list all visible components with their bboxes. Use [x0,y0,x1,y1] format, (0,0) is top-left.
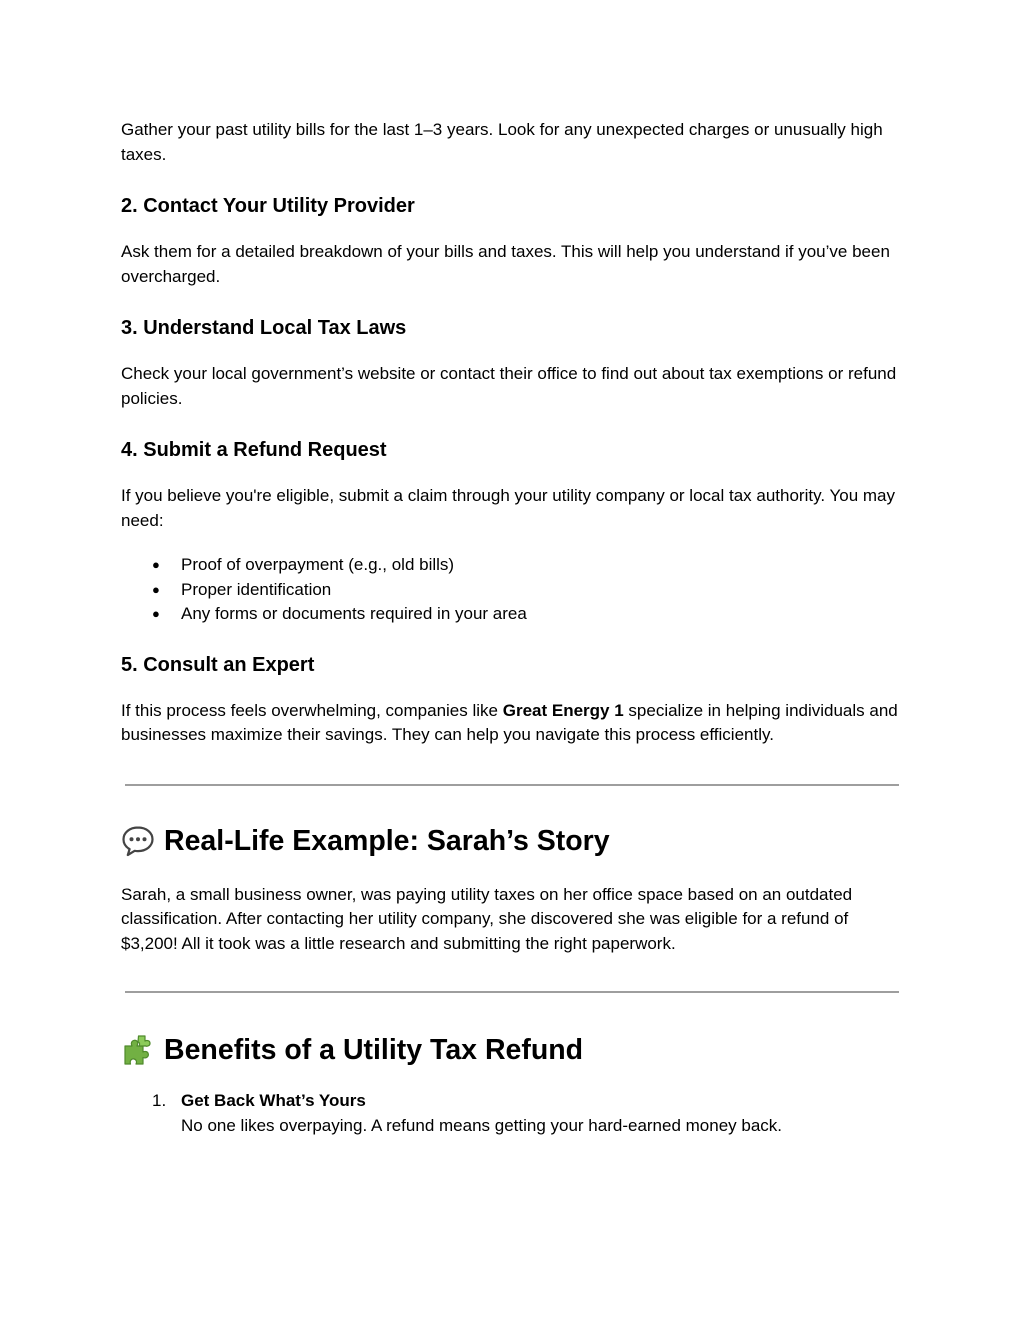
benefit-title: Get Back What’s Yours [181,1091,366,1110]
benefits-heading [121,1032,906,1068]
section-divider [125,784,899,786]
list-item-text: Proof of overpayment (e.g., old bills) [181,555,455,574]
example-body: Sarah, a small business owner, was paying utility taxes on her office space based on an outdated classification. After contacting her utility company, she discovered she was eligible for a refund of $3,200! All it took was a little research and submitting the right paperwork. [121,884,853,953]
benefits-list [121,1089,906,1138]
step-5-body-end: specialize in helping individuals and businesses maximize their savings. They can help you navigate this process efficiently. [121,700,898,744]
document-page [121,118,906,1138]
requirements-list [121,553,906,627]
list-item-text: Proper identification [181,579,332,599]
bullet-icon: ● [152,606,160,621]
step-5-body-start: If this process feels overwhelming, companies like [121,700,503,720]
bullet-icon: ● [152,557,160,572]
step-3-heading: 3. Understand Local Tax Laws [121,317,407,339]
list-number: 1. [152,1091,167,1110]
bullet-icon: ● [152,581,160,597]
step-4-heading: 4. Submit a Refund Request [121,439,387,461]
benefit-body: No one likes overpaying. A refund means getting your hard-earned money back. [181,1115,783,1135]
section-divider [125,991,899,993]
speech-balloon-icon [121,824,155,858]
step-4-body: If you believe you're eligible, submit a claim through your utility company or local tax authority. You may need: [121,486,895,530]
example-heading [121,823,906,859]
benefits-heading-text: Benefits of a Utility Tax Refund [164,1034,584,1066]
step-2-heading: 2. Contact Your Utility Provider [121,195,415,217]
example-heading-text: Real-Life Example: Sarah’s Story [164,824,610,857]
list-item [121,578,906,603]
step-5-heading: 5. Consult an Expert [121,653,315,676]
step-5-body [121,699,906,748]
puzzle-piece-icon [121,1033,155,1067]
step-3-body: Check your local government’s website or contact their office to find out about tax exemptions or refund policies. [121,364,897,408]
list-item [121,602,906,627]
list-item [121,1089,906,1138]
intro-paragraph: Gather your past utility bills for the last 1–3 years. Look for any unexpected charges or unusually high taxes. [121,120,883,164]
step-2-body: Ask them for a detailed breakdown of your bills and taxes. This will help you understand if you’ve been overcharged. [121,242,890,286]
list-item-text: Any forms or documents required in your area [181,604,527,623]
list-item [121,553,906,578]
company-name: Great Energy 1 [502,700,624,720]
